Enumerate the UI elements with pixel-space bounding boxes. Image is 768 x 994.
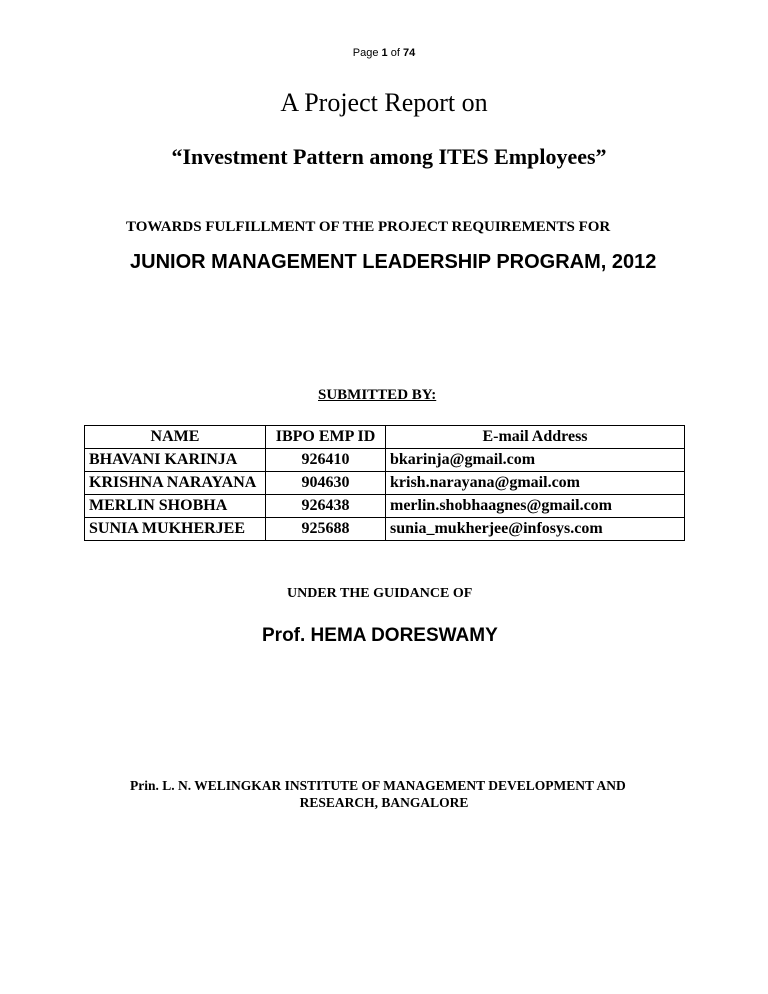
- page-indicator: [0, 47, 768, 59]
- member-name: MERLIN SHOBHA: [85, 495, 266, 518]
- member-name: BHAVANI KARINJA: [85, 449, 266, 472]
- table-row: [85, 472, 685, 495]
- member-email: bkarinja@gmail.com: [386, 449, 685, 472]
- page-total: 74: [402, 47, 416, 59]
- header-emp-id: IBPO EMP ID: [266, 426, 386, 449]
- member-emp-id: 904630: [266, 472, 386, 495]
- submitted-by-heading: SUBMITTED BY:: [318, 387, 437, 403]
- member-name: SUNIA MUKHERJEE: [85, 518, 266, 541]
- requirements-line: TOWARDS FULFILLMENT OF THE PROJECT REQUIREMENTS FOR: [126, 219, 611, 235]
- table-row: [85, 495, 685, 518]
- report-title: A Project Report on: [280, 88, 488, 117]
- member-email: sunia_mukherjee@infosys.com: [386, 518, 685, 541]
- member-emp-id: 926410: [266, 449, 386, 472]
- guidance-heading: UNDER THE GUIDANCE OF: [287, 586, 473, 601]
- table-row: [85, 449, 685, 472]
- member-email: krish.narayana@gmail.com: [386, 472, 685, 495]
- page-of-label: of: [387, 47, 403, 59]
- guide-name: Prof. HEMA DORESWAMY: [262, 625, 498, 646]
- institute-line-2: RESEARCH, BANGALORE: [299, 795, 469, 810]
- member-name: KRISHNA NARAYANA: [85, 472, 266, 495]
- table-row: [85, 518, 685, 541]
- institute-line-1: Prin. L. N. WELINGKAR INSTITUTE OF MANAGEMENT DEVELOPMENT AND: [130, 778, 626, 793]
- page-current: 1: [381, 47, 388, 59]
- report-subtitle: “Investment Pattern among ITES Employees”: [171, 144, 607, 169]
- members-table: [84, 425, 685, 541]
- table-header-row: [85, 426, 685, 449]
- program-name: JUNIOR MANAGEMENT LEADERSHIP PROGRAM, 2012: [130, 251, 657, 273]
- page-label: Page: [352, 47, 382, 59]
- header-email: E-mail Address: [386, 426, 685, 449]
- member-email: merlin.shobhaagnes@gmail.com: [386, 495, 685, 518]
- member-emp-id: 926438: [266, 495, 386, 518]
- member-emp-id: 925688: [266, 518, 386, 541]
- header-name: NAME: [85, 426, 266, 449]
